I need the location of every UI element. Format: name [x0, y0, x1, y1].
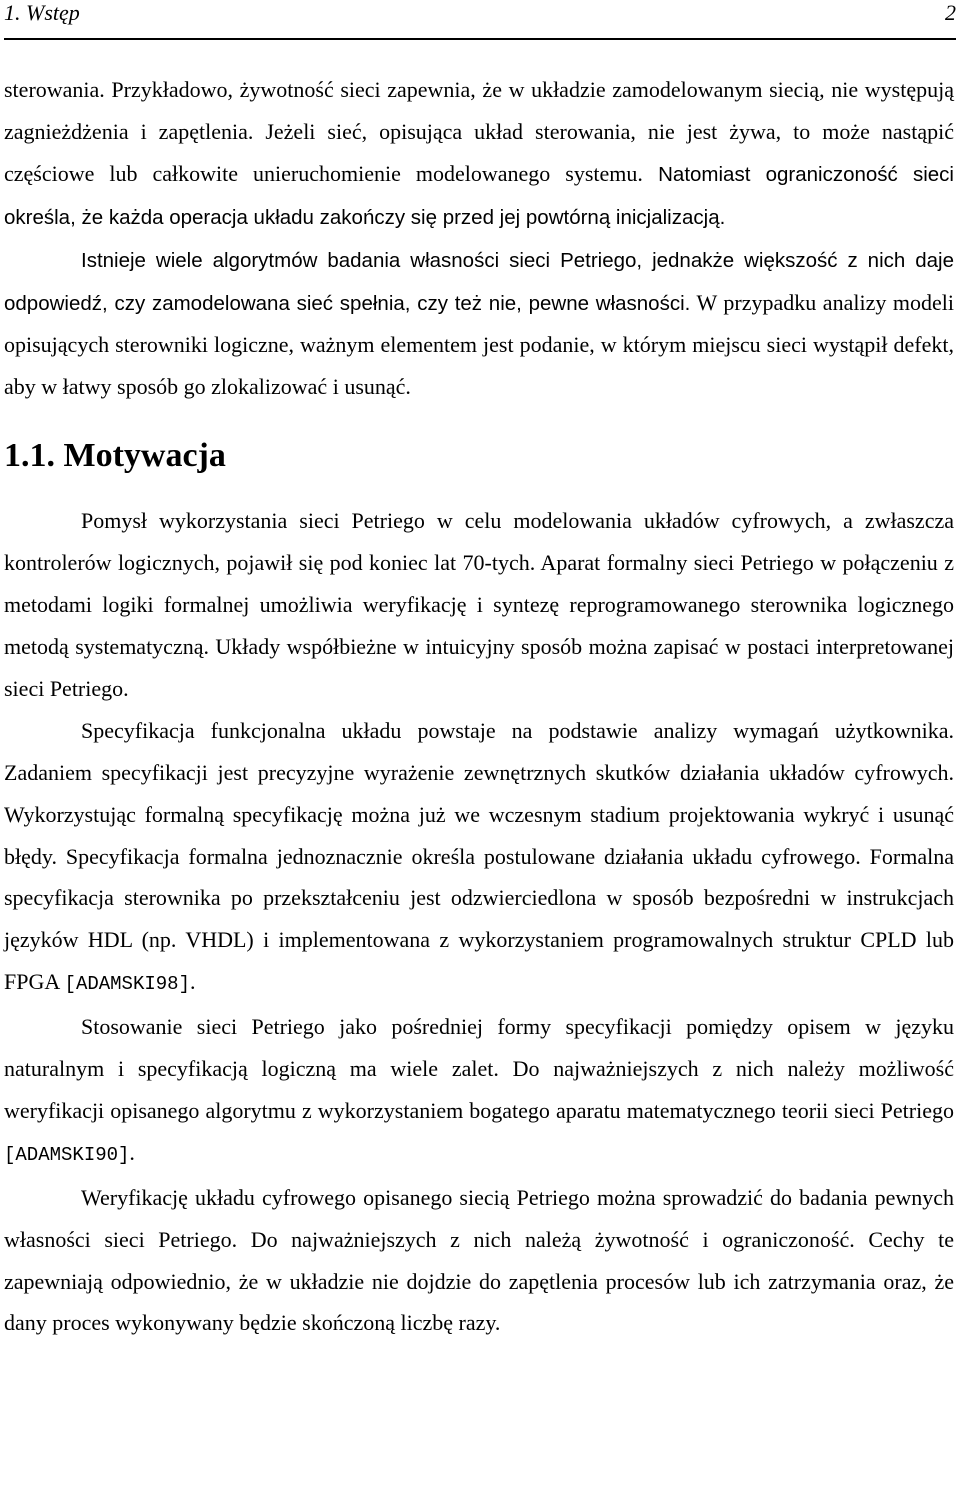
page-number: 2 — [945, 0, 956, 25]
paragraph-text: W przypadku analizy modeli opisujących sterowniki logiczne, ważnym elementem jest podanie, w którym miejscu sieci wystąpił defekt, aby w łatwy sposób go zlokalizować i usunąć. — [4, 289, 954, 400]
running-header — [4, 0, 956, 40]
paragraph-text-sans: Istnieje wiele algorytmów badania własności sieci Petriego, jednakże większość z nich daje odpowiedź, czy zamodelowana sieć spełnia, czy też nie, pewne własności. — [4, 248, 954, 315]
paragraph-text: Pomysł wykorzystania sieci Petriego w celu modelowania układów cyfrowych, a zwłaszcza kontrolerów logicznych, pojawił się pod koniec lat 70-tych. Aparat formalny sieci Petriego w połączeniu z metodami logiki formalnej umożliwia weryfikację i syntezę reprogramowanego sterownika logicznego metodą systematyczną. Układy współbieżne w intuicyjny sposób można zapisać w postaci interpretowanej sieci Petriego. — [4, 508, 954, 701]
paragraph — [4, 500, 954, 710]
section-heading: 1.1. Motywacja — [4, 437, 226, 475]
paragraph — [4, 69, 954, 239]
paragraph-text: Weryfikację układu cyfrowego opisanego siecią Petriego można sprowadzić do badania pewnych własności sieci Petriego. Do najważniejszych z nich należą żywotność i ograniczoność. Cechy te zapewniają odpowiednio, że w układzie nie dojdzie do zapętlenia procesów lub ich zatrzymania oraz, że dany proces wykonywany będzie skończoną liczbę razy. — [4, 1184, 954, 1336]
paragraph — [4, 239, 954, 409]
paragraph — [4, 1177, 954, 1345]
paragraph-end: . — [129, 1139, 135, 1165]
paragraph-text-sans: Natomiast ograniczoność sieci określa, że każda operacja układu zakończy się przed jej powtórną inicjalizacją. — [4, 162, 954, 229]
citation: [ADAMSKI90] — [4, 1143, 130, 1166]
paragraph — [4, 1006, 954, 1177]
paragraph-end: . — [189, 969, 196, 995]
paragraph-text: Specyfikacja funkcjonalna układu powstaje na podstawie analizy wymagań użytkownika. Zadaniem specyfikacji jest precyzyjne wyrażenie zewnętrznych skutków działania układów cyfrowych. Wykorzystując formalną specyfikację można już we wczesnym stadium projektowania wykryć i usunąć błędy. Specyfikacja formalna jednoznacznie określa postulowane działania układu cyfrowego. Formalna specyfikacja sterownika po przekształceniu jest odzwierciedlona w sposób bezpośredni w instrukcjach języków HDL (np. VHDL) i implementowana z wykorzystaniem programowalnych struktur CPLD lub FPGA — [4, 717, 954, 995]
paragraph-text: Stosowanie sieci Petriego jako pośredniej formy specyfikacji pomiędzy opisem w języku naturalnym i specyfikacją logiczną ma wiele zalet. Do najważniejszych z nich należy możliwość weryfikacji opisanego algorytmu z wykorzystaniem bogatego aparatu matematycznego teorii sieci Petriego — [4, 1014, 954, 1123]
paragraph-text: sterowania. Przykładowo, żywotność sieci zapewnia, że w układzie zamodelowanym siecią, nie występują zagnieżdżenia i zapętlenia. Jeżeli sieć, opisująca układ sterowania, nie jest żywa, to może nastąpić częściowe lub całkowite unieruchomienie modelowanego systemu. — [4, 77, 954, 186]
paragraph — [4, 710, 954, 1006]
citation: [ADAMSKI98] — [64, 973, 190, 996]
chapter-title: 1. Wstęp — [4, 0, 80, 25]
document-body — [4, 69, 954, 1344]
